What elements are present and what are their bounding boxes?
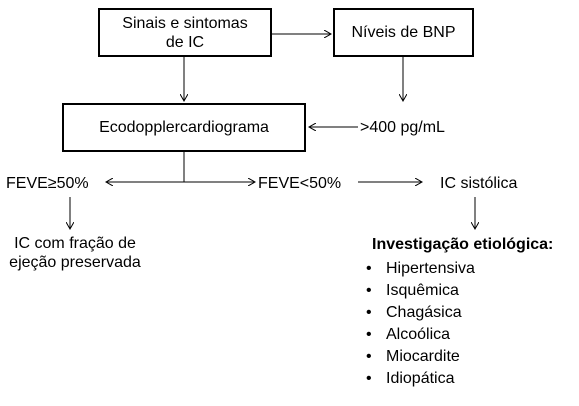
bullet: • [366, 348, 372, 365]
etiology-list [366, 258, 475, 390]
etiology-item: Chagásica [386, 304, 462, 321]
etiology-item: Miocardite [386, 348, 460, 365]
preserved-ef-hf-label: IC com fração de ejeção preservada [9, 235, 141, 271]
list-item [366, 302, 475, 324]
echocardiogram-box: Ecodopplercardiograma [62, 103, 306, 152]
bullet: • [366, 370, 372, 387]
etiology-item: Hipertensiva [386, 260, 475, 277]
bullet: • [366, 326, 372, 343]
etiology-title: Investigação etiológica: [372, 236, 554, 253]
bullet: • [366, 282, 372, 299]
bnp-threshold-label: >400 pg/mL [360, 119, 445, 136]
signs-symptoms-box: Sinais e sintomas de IC [98, 8, 272, 57]
list-item [366, 368, 475, 390]
list-item [366, 324, 475, 346]
feve-preserved-label: FEVE≥50% [6, 175, 89, 192]
list-item [366, 280, 475, 302]
systolic-hf-label: IC sistólica [440, 175, 518, 192]
etiology-item: Alcoólica [386, 326, 451, 343]
etiology-item: Isquêmica [386, 282, 459, 299]
etiology-item: Idiopática [386, 370, 455, 387]
feve-reduced-label: FEVE<50% [258, 175, 342, 192]
bullet: • [366, 260, 372, 277]
bullet: • [366, 304, 372, 321]
bnp-levels-box: Níveis de BNP [333, 8, 474, 57]
list-item [366, 346, 475, 368]
list-item [366, 258, 475, 280]
